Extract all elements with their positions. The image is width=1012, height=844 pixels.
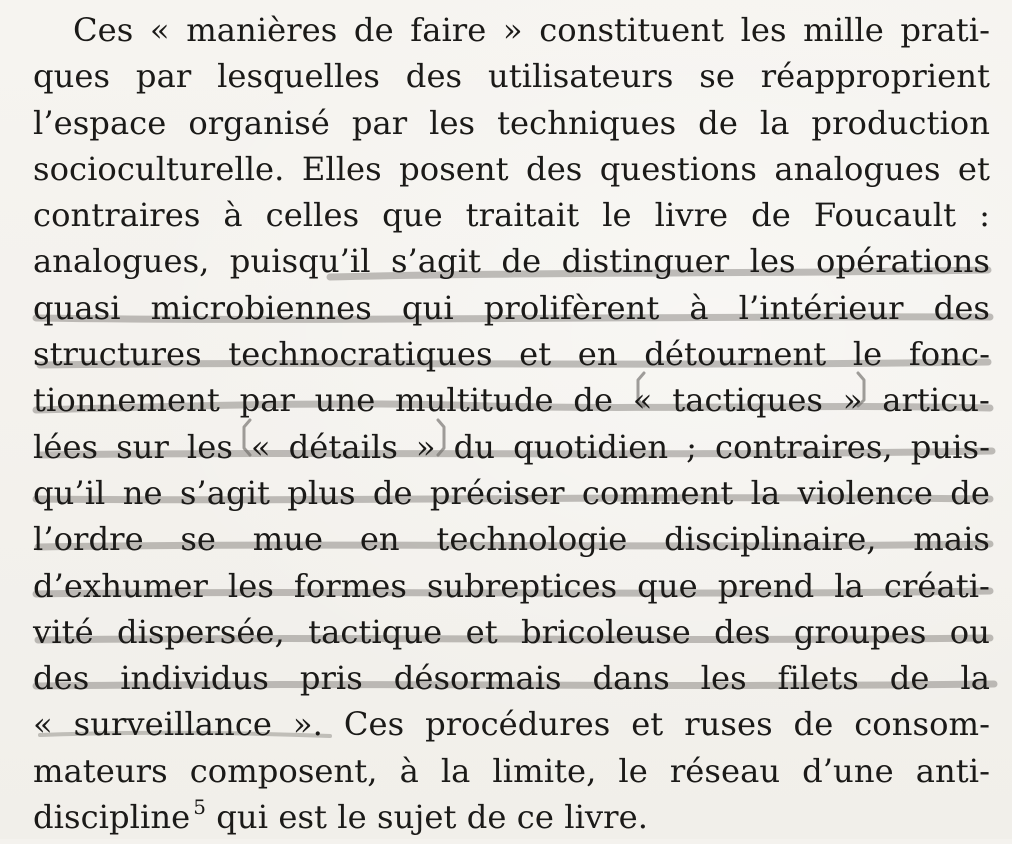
text-line: tionnement par une multitude de « tactiques » articu- — [33, 381, 990, 420]
text-line: Ces « manières de faire » constituent les mille prati- — [73, 11, 990, 49]
body-paragraph — [33, 7, 990, 840]
last-line-word: discipline — [33, 798, 191, 837]
text-line: ques par lesquelles des utilisateurs se réapproprient — [33, 57, 990, 96]
last-line-tail: qui est le sujet de ce livre. — [206, 798, 648, 837]
text-line: l’espace organisé par les techniques de la production — [33, 103, 990, 142]
text-line: mateurs composent, à la limite, le réseau d’une anti- — [33, 751, 990, 790]
text-line: lées sur les « détails » du quotidien ; contraires, puis- — [33, 427, 990, 466]
text-line: vité dispersée, tactique et bricoleuse des groupes ou — [33, 612, 990, 651]
text-line: analogues, puisqu’il s’agit de distinguer les opérations — [33, 242, 990, 281]
text-line: « surveillance ». Ces procédures et ruses de consom- — [33, 705, 990, 744]
footnote-reference[interactable]: 5 — [193, 795, 206, 820]
text-line: quasi microbiennes qui prolifèrent à l’intérieur des — [33, 288, 990, 327]
text-line: qu’il ne s’agit plus de préciser comment la violence de — [33, 473, 990, 512]
text-line: socioculturelle. Elles posent des questions analogues et — [33, 149, 990, 188]
text-line: structures technocratiques et en détournent le fonc- — [33, 335, 990, 374]
text-line: contraires à celles que traitait le livre de Foucault : — [33, 196, 990, 235]
text-line: d’exhumer les formes subreptices que prend la créati- — [33, 566, 990, 605]
text-line-last — [33, 794, 990, 840]
text-line: des individus pris désormais dans les filets de la — [33, 659, 990, 698]
text-line: l’ordre se mue en technologie disciplinaire, mais — [33, 520, 990, 559]
